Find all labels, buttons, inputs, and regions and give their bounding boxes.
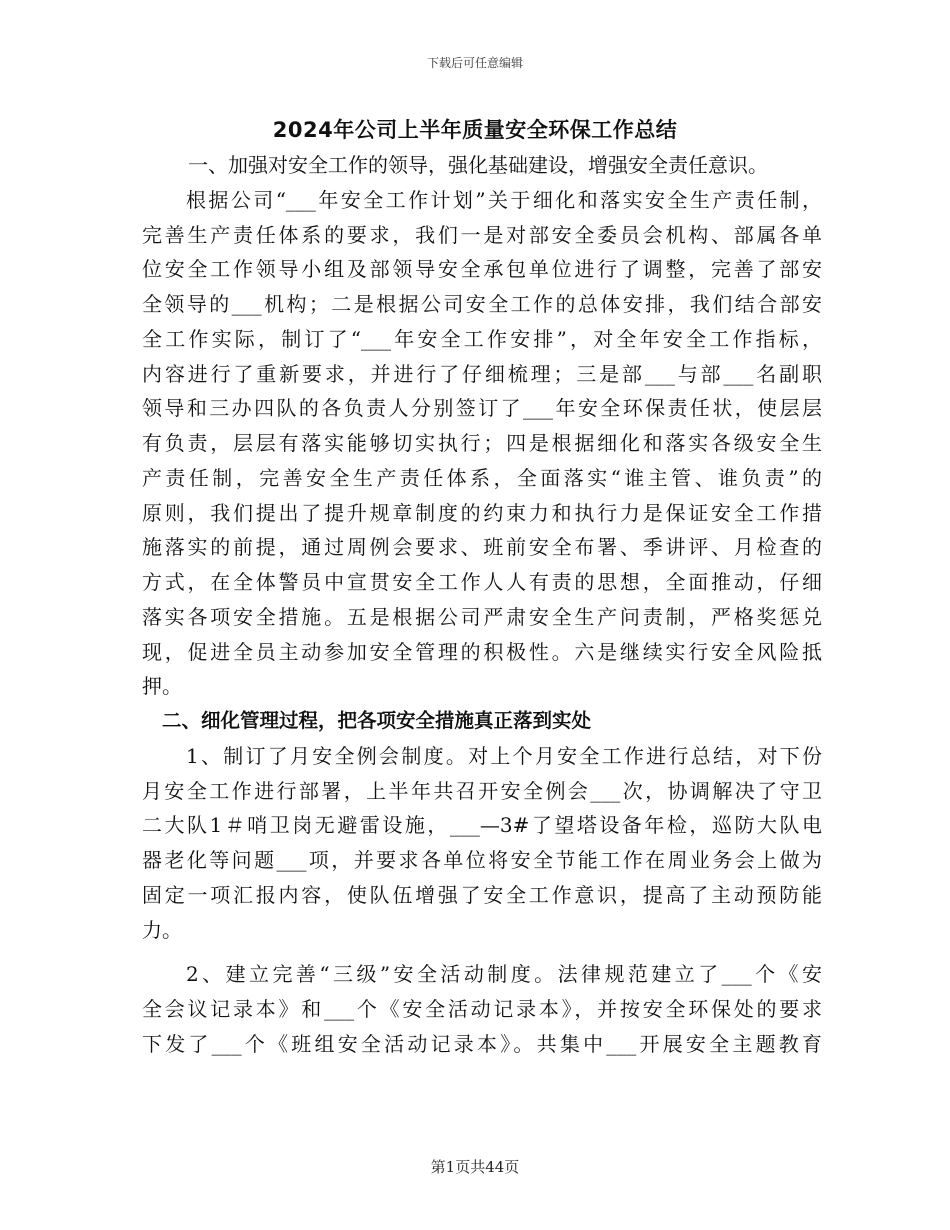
paragraph-line: 全领导的___机构；二是根据公司安全工作的总体安排，我们结合部安: [142, 292, 822, 316]
paragraph-line: 落实各项安全措施。五是根据公司严肃安全生产问责制，严格奖惩兑: [142, 604, 822, 629]
paragraph-line: 月安全工作进行部署，上半年共召开安全例会___次，协调解决了守卫: [142, 778, 822, 803]
paragraph-line: 领导和三办四队的各负责人分别签订了___年安全环保责任状，使层层: [142, 396, 822, 421]
paragraph-line: 有负责，层层有落实能够切实执行；四是根据细化和落实各级安全生: [142, 431, 822, 455]
section-heading: 二、细化管理过程，把各项安全措施真正落到实处: [162, 709, 592, 732]
paragraph-line: 原则，我们提出了提升规章制度的约束力和执行力是保证安全工作措: [142, 500, 822, 525]
paragraph-line: 现，促进全员主动参加安全管理的积极性。六是继续实行安全风险抵: [142, 639, 822, 664]
paragraph-line: 位安全工作领导小组及部领导安全承包单位进行了调整，完善了部安: [142, 257, 822, 282]
paragraph-line: 二大队1＃哨卫岗无避雷设施，___—3#了望塔设备年检，巡防大队电: [142, 813, 822, 838]
page-footer: 第1页共44页: [430, 1158, 520, 1176]
section-heading: 一、加强对安全工作的领导，强化基础建设，增强安全责任意识。: [188, 153, 768, 177]
paragraph-line: 固定一项汇报内容，使队伍增强了安全工作意识，提高了主动预防能: [142, 882, 822, 907]
paragraph-line: 全会议记录本》和___个《安全活动记录本》，并按安全环保处的要求: [142, 997, 822, 1021]
paragraph-line: 根据公司“___年安全工作计划”关于细化和落实安全生产责任制，: [186, 187, 822, 212]
paragraph-line: 完善生产责任体系的要求，我们一是对部安全委员会机构、部属各单: [142, 222, 822, 247]
paragraph-line: 力。: [142, 917, 182, 942]
paragraph-line: 方式，在全体警员中宣贯安全工作人人有责的思想，全面推动，仔细: [142, 570, 822, 594]
paragraph-line: 内容进行了重新要求，并进行了仔细梳理；三是部___与部___名副职: [142, 361, 822, 386]
paragraph-line: 押。: [142, 674, 182, 699]
paragraph-line: 1、制订了月安全例会制度。对上个月安全工作进行总结，对下份: [186, 743, 822, 768]
paragraph-line: 下发了___个《班组安全活动记录本》。共集中___开展安全主题教育: [142, 1031, 822, 1056]
header-note: 下载后可任意编辑: [426, 56, 523, 70]
paragraph-line: 产责任制，完善安全生产责任体系，全面落实“谁主管、谁负责”的: [142, 465, 822, 490]
paragraph-line: 施落实的前提，通过周例会要求、班前安全布署、季讲评、月检查的: [142, 535, 822, 560]
paragraph-line: 器老化等问题___项，并要求各单位将安全节能工作在周业务会上做为: [142, 848, 822, 872]
document-title: 2024年公司上半年质量安全环保工作总结: [272, 118, 678, 142]
document-body: [142, 148, 822, 1062]
paragraph-line: 全工作实际，制订了“___年安全工作安排”，对全年安全工作指标，: [142, 326, 822, 351]
paragraph-line: 2、建立完善“三级”安全活动制度。法律规范建立了___个《安: [186, 962, 822, 987]
